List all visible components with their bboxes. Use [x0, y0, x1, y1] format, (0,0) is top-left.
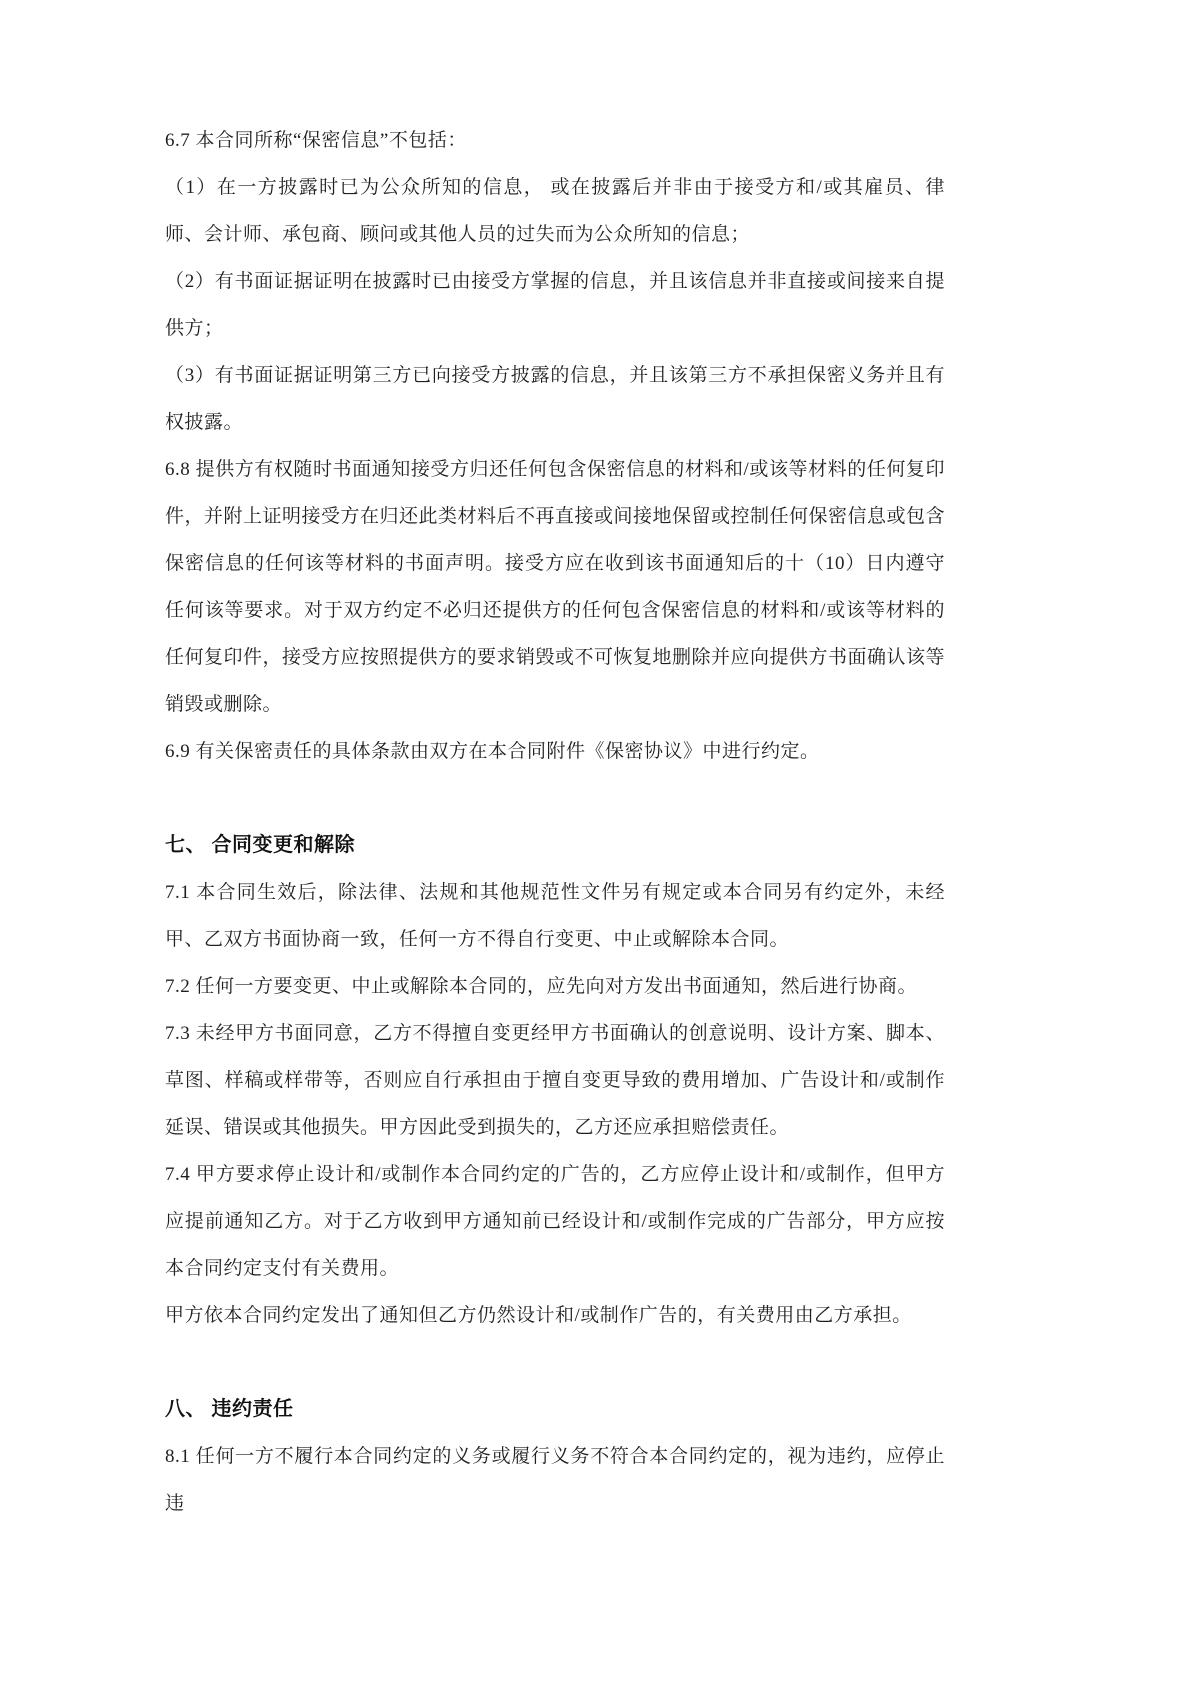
- clause-6-7-item-1: （1）在一方披露时已为公众所知的信息， 或在披露后并非由于接受方和/或其雇员、律师、会计师、承包商、顾问或其他人员的过失而为公众所知的信息；: [165, 177, 945, 245]
- clause-6-7-item-3: （3）有书面证据证明第三方已向接受方披露的信息，并且该第三方不承担保密义务并且有权披露。: [165, 365, 945, 433]
- clause-7-3: 7.3 未经甲方书面同意，乙方不得擅自变更经甲方书面确认的创意说明、设计方案、脚本、草图、样稿或样带等，否则应自行承担由于擅自变更导致的费用增加、广告设计和/或制作延误、错误或其他损失。甲方因此受到损失的，乙方还应承担赔偿责任。: [165, 1023, 945, 1138]
- section-heading-7: 七、 合同变更和解除: [165, 834, 355, 856]
- section-heading-8: 八、 违约责任: [165, 1398, 294, 1420]
- clause-6-7: 6.7 本合同所称“保密信息”不包括：: [165, 130, 467, 151]
- clause-6-7-item-2: （2）有书面证据证明在披露时已由接受方掌握的信息，并且该信息并非直接或间接来自提供方；: [165, 271, 945, 339]
- clause-8-1: 8.1 任何一方不履行本合同约定的义务或履行义务不符合本合同约定的，视为违约，应停止违: [165, 1446, 945, 1514]
- clause-7-4-note: 甲方依本合同约定发出了通知但乙方仍然设计和/或制作广告的，有关费用由乙方承担。: [165, 1305, 912, 1326]
- clause-7-1: 7.1 本合同生效后，除法律、法规和其他规范性文件另有规定或本合同另有约定外，未经甲、乙双方书面协商一致，任何一方不得自行变更、中止或解除本合同。: [165, 882, 945, 950]
- clause-6-8: 6.8 提供方有权随时书面通知接受方归还任何包含保密信息的材料和/或该等材料的任何复印件，并附上证明接受方在归还此类材料后不再直接或间接地保留或控制任何保密信息或包含保密信息的任何该等材料的书面声明。接受方应在收到该书面通知后的十（10）日内遵守任何该等要求。对于双方约定不必归还提供方的任何包含保密信息的材料和/或该等材料的任何复印件，接受方应按照提供方的要求销毁或不可恢复地删除并应向提供方书面确认该等销毁或删除。: [165, 459, 946, 715]
- clause-7-2: 7.2 任何一方要变更、中止或解除本合同的，应先向对方发出书面通知，然后进行协商。: [165, 976, 918, 997]
- clause-7-4: 7.4 甲方要求停止设计和/或制作本合同约定的广告的，乙方应停止设计和/或制作，但甲方应提前通知乙方。对于乙方收到甲方通知前已经设计和/或制作完成的广告部分，甲方应按本合同约定支付有关费用。: [165, 1164, 945, 1279]
- clause-6-9: 6.9 有关保密责任的具体条款由双方在本合同附件《保密协议》中进行约定。: [165, 741, 820, 762]
